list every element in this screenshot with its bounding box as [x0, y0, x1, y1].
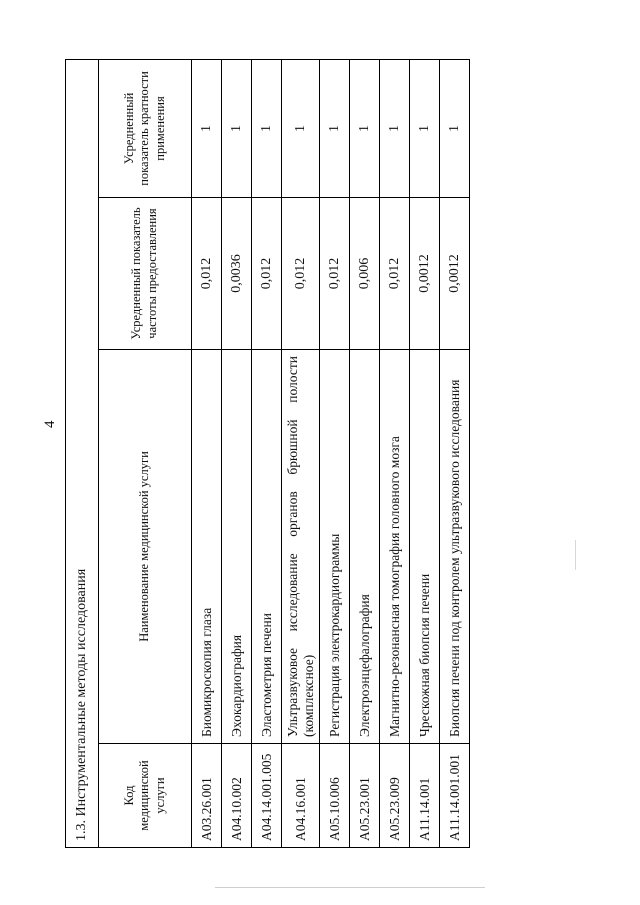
frequency-value: 0,0036: [222, 198, 252, 350]
header-frequency: Усредненный показатель частоты предоставления: [99, 198, 192, 350]
service-code: A11.14.001: [410, 744, 440, 848]
service-code: A04.16.001: [282, 744, 320, 848]
multiplicity-value: 1: [320, 59, 350, 197]
frequency-value: 0,012: [192, 198, 222, 350]
table-row: [282, 59, 320, 847]
service-name: Регистрация электрокардиограммы: [320, 350, 350, 744]
table-row: [350, 59, 380, 847]
table-row: [222, 59, 252, 847]
scan-edge-mark: [575, 540, 576, 570]
multiplicity-value: 1: [192, 59, 222, 197]
multiplicity-value: 1: [410, 59, 440, 197]
multiplicity-value: 1: [222, 59, 252, 197]
service-code: A04.10.002: [222, 744, 252, 848]
frequency-value: 0,0012: [440, 198, 470, 350]
service-code: A05.23.009: [380, 744, 410, 848]
service-name: Биопсия печени под контролем ультразвукового исследования: [440, 350, 470, 744]
header-name: Наименование медицинской услуги: [99, 350, 192, 744]
multiplicity-value: 1: [252, 59, 282, 197]
table-row: [410, 59, 440, 847]
scan-margin-line: [215, 887, 485, 888]
multiplicity-value: 1: [350, 59, 380, 197]
frequency-value: 0,012: [380, 198, 410, 350]
service-code: A04.14.001.005: [252, 744, 282, 848]
service-code: A11.14.001.001: [440, 744, 470, 848]
page-number: 4: [42, 420, 58, 428]
service-name: Биомикроскопия глаза: [192, 350, 222, 744]
service-code: A03.26.001: [192, 744, 222, 848]
multiplicity-value: 1: [282, 59, 320, 197]
table-row: [192, 59, 222, 847]
services-table-container: [65, 60, 461, 848]
multiplicity-value: 1: [440, 59, 470, 197]
service-code: A05.10.006: [320, 744, 350, 848]
service-name: Электроэнцефалография: [350, 350, 380, 744]
service-name: Магнитно-резонансная томография головного мозга: [380, 350, 410, 744]
table-row: [252, 59, 282, 847]
services-table: [65, 59, 470, 848]
table-row: [440, 59, 470, 847]
header-code: Код медицинской услуги: [99, 744, 192, 848]
frequency-value: 0,012: [282, 198, 320, 350]
frequency-value: 0,0012: [410, 198, 440, 350]
table-row: [380, 59, 410, 847]
frequency-value: 0,012: [252, 198, 282, 350]
table-header-row: [99, 59, 192, 847]
service-name: Ультразвуковое исследование органов брюшной полости (комплексное): [282, 350, 320, 744]
service-code: A05.23.001: [350, 744, 380, 848]
header-multiplicity: Усредненный показатель кратности применения: [99, 59, 192, 197]
service-name: Эхокардиография: [222, 350, 252, 744]
section-title-row: [66, 59, 99, 847]
service-name: Чрескожная биопсия печени: [410, 350, 440, 744]
frequency-value: 0,006: [350, 198, 380, 350]
frequency-value: 0,012: [320, 198, 350, 350]
table-row: [320, 59, 350, 847]
service-name: Эластометрия печени: [252, 350, 282, 744]
section-title: 1.3. Инструментальные методы исследования: [66, 59, 99, 847]
multiplicity-value: 1: [380, 59, 410, 197]
